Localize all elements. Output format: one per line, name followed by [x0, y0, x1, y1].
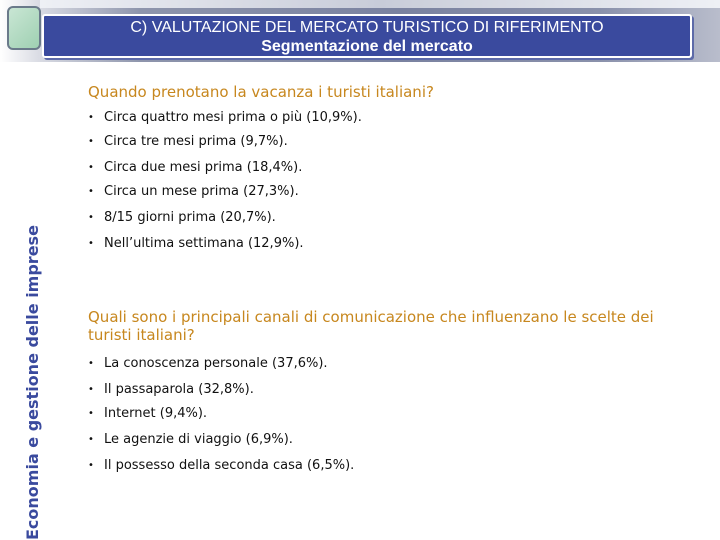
list-item: [88, 184, 299, 200]
bullet-icon: •: [88, 434, 94, 445]
list-item-text: Circa tre mesi prima (9,7%).: [104, 134, 288, 149]
question-booking-time: Quando prenotano la vacanza i turisti italiani?: [88, 83, 434, 101]
list-item: [88, 110, 362, 126]
bullet-icon: •: [88, 212, 94, 223]
list-item-text: La conoscenza personale (37,6%).: [104, 356, 328, 371]
list-item-text: Le agenzie di viaggio (6,9%).: [104, 432, 293, 447]
list-item: [88, 236, 304, 252]
slide-header: [42, 14, 692, 58]
bullet-icon: •: [88, 112, 94, 123]
list-item-text: 8/15 giorni prima (20,7%).: [104, 210, 276, 225]
bullet-icon: •: [88, 358, 94, 369]
slide-subtitle: Segmentazione del mercato: [261, 38, 473, 55]
list-item-text: Il possesso della seconda casa (6,5%).: [104, 458, 355, 473]
question-communication-channels: Quali sono i principali canali di comunicazione che influenzano le scelte dei turisti italiani?: [88, 308, 654, 344]
list-item-text: Circa un mese prima (27,3%).: [104, 184, 299, 199]
bullet-icon: •: [88, 162, 94, 173]
list-item-text: Circa due mesi prima (18,4%).: [104, 160, 303, 175]
list-item: [88, 406, 207, 422]
list-item: [88, 458, 354, 474]
list-item: [88, 432, 293, 448]
slide-title: C) VALUTAZIONE DEL MERCATO TURISTICO DI RIFERIMENTO: [130, 19, 604, 36]
bullet-icon: •: [88, 384, 94, 395]
list-item-text: Internet (9,4%).: [104, 406, 208, 421]
list-item: [88, 134, 288, 150]
list-item-text: Il passaparola (32,8%).: [104, 382, 254, 397]
bullet-icon: •: [88, 136, 94, 147]
list-item-text: Nell’ultima settimana (12,9%).: [104, 236, 304, 251]
list-item: [88, 356, 328, 372]
bullet-icon: •: [88, 408, 94, 419]
list-item: [88, 210, 276, 226]
list-item: [88, 160, 302, 176]
list-item: [88, 382, 254, 398]
bullet-icon: •: [88, 186, 94, 197]
top-band-stripe: [40, 0, 720, 8]
bullet-icon: •: [88, 460, 94, 471]
bullet-icon: •: [88, 238, 94, 249]
corner-logo-box: [7, 6, 41, 50]
side-vertical-label: Economia e gestione delle imprese: [23, 225, 42, 540]
list-item-text: Circa quattro mesi prima o più (10,9%).: [104, 110, 362, 125]
